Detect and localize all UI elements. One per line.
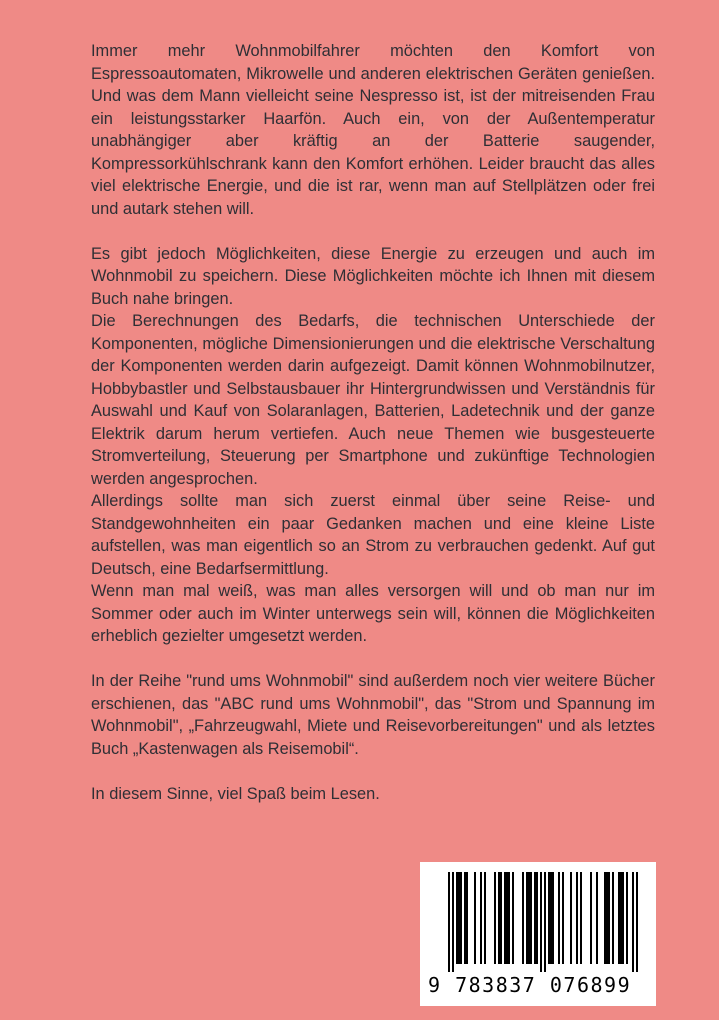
barcode-bar — [618, 872, 624, 964]
barcode-bar — [474, 872, 476, 964]
barcode-bar — [636, 872, 638, 972]
barcode-bar — [540, 872, 542, 972]
paragraph-series: In der Reihe "rund ums Wohnmobil" sind außerdem noch vier weitere Bücher erschienen, das "ABC rund ums Wohnmobil", das "Strom und Spannung im Wohnmobil", „Fahrzeugwahl, Miete und Reisevorbereitungen" und als letztes Buch „Kastenwagen als Reisemobil“. — [91, 672, 655, 758]
paragraph-gap — [91, 220, 655, 243]
barcode-bar — [522, 872, 524, 964]
barcode-bar — [452, 872, 454, 972]
barcode-bar — [632, 872, 634, 972]
barcode-bar — [456, 872, 462, 964]
barcode-bar — [570, 872, 572, 964]
barcode-bar — [484, 872, 486, 964]
barcode-bar — [512, 872, 514, 964]
barcode-bar — [548, 872, 554, 964]
barcode-bar — [590, 872, 592, 964]
barcode-bar — [494, 872, 496, 964]
barcode-bar — [576, 872, 578, 964]
paragraph-summary: Wenn man mal weiß, was man alles versorgen will und ob man nur im Sommer oder auch im Winter unterwegs sein will, können die Möglichkeiten erheblich gezielter umgesetzt werden. — [91, 582, 655, 645]
back-cover-text — [91, 40, 655, 805]
barcode-bar — [558, 872, 560, 964]
barcode-bars — [448, 872, 638, 972]
paragraph-closing: In diesem Sinne, viel Spaß beim Lesen. — [91, 784, 380, 803]
barcode-bar — [626, 872, 628, 964]
barcode-bar — [562, 872, 564, 964]
isbn-number: 9 783837 076899 — [428, 973, 632, 997]
barcode-bar — [480, 872, 482, 964]
barcode-bar — [612, 872, 614, 964]
paragraph-intro: Immer mehr Wohnmobilfahrer möchten den Komfort von Espressoautomaten, Mikrowelle und anderen elektrischen Geräten genießen. Und was dem Mann vielleicht seine Nespresso ist, ist der mitreisenden Frau ein leistungsstarker Haarfön. Auch ein, von der Außentemperatur unabhängiger aber kräftig an der Batterie saugender, Kompressorkühlschrank kann den Komfort erhöhen. Leider braucht das alles viel elektrische Energie, und die ist rar, wenn man auf Stellplätzen oder frei und autark stehen will. — [91, 42, 655, 218]
paragraph-calculations: Die Berechnungen des Bedarfs, die technischen Unterschiede der Komponenten, mögliche Dimensionierungen und die elektrische Verschaltung der Komponenten werden darin aufgezeigt. Damit können Wohnmobilnutzer, Hobbybastler und Selbstausbauer ihr Hintergrundwissen und Verständnis für Auswahl und Kauf von Solaranlagen, Batterien, Ladetechnik und der ganze Elektrik darum herum vertiefen. Auch neue Themen wie busgesteuerte Stromverteilung, Steuerung per Smartphone und zukünftige Technologien werden angesprochen. — [91, 312, 655, 488]
paragraph-possibilities: Es gibt jedoch Möglichkeiten, diese Energie zu erzeugen und auch im Wohnmobil zu speichern. Diese Möglichkeiten möchte ich Ihnen mit diesem Buch nahe bringen. — [91, 244, 655, 308]
paragraph-gap — [91, 648, 655, 671]
barcode-bar — [604, 872, 610, 964]
barcode-bar — [580, 872, 582, 964]
barcode-bar — [464, 872, 468, 964]
barcode-bar — [526, 872, 532, 964]
paragraph-habits: Allerdings sollte man sich zuerst einmal über seine Reise- und Standgewohnheiten ein paar Gedanken machen und eine kleine Liste aufstellen, was man eigentlich so an Strom zu verbrauchen gedenkt. Auf gut Deutsch, eine Bedarfsermittlung. — [91, 492, 655, 578]
paragraph-gap — [91, 760, 655, 783]
barcode-bar — [448, 872, 450, 972]
barcode-bar — [596, 872, 598, 964]
barcode-bar — [544, 872, 546, 972]
barcode-bar — [504, 872, 510, 964]
isbn-barcode — [420, 862, 656, 1006]
barcode-bar — [534, 872, 538, 964]
barcode-bar — [498, 872, 502, 964]
